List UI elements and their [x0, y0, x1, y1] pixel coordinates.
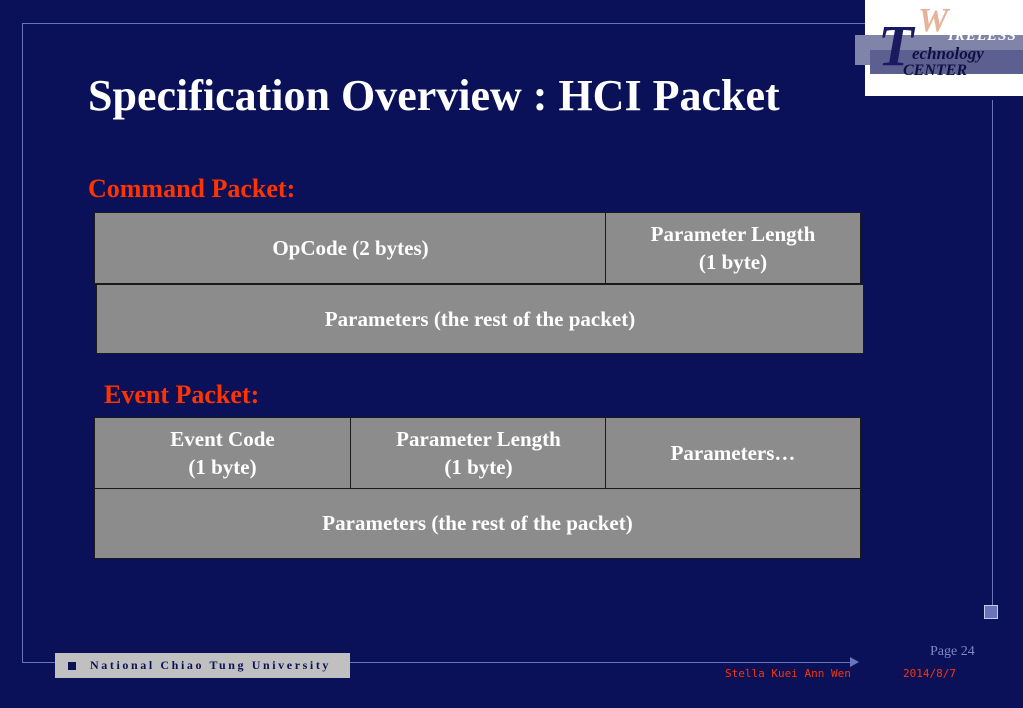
event-parameters-text: Parameters (the rest of the packet): [322, 511, 633, 536]
author-name: Stella Kuei Ann Wen: [725, 667, 851, 680]
command-parameters-text: Parameters (the rest of the packet): [324, 306, 636, 331]
event-parameters-cell: [94, 488, 861, 559]
arrow-right-icon: [850, 657, 859, 667]
command-param-length-cell: [605, 212, 861, 284]
logo-text-ireless: IRELESS: [948, 28, 1017, 44]
command-param-length-text: Parameter Length (1 byte): [650, 221, 816, 274]
event-param-length-text: Parameter Length (1 byte): [396, 426, 561, 479]
slide-date: 2014/8/7: [903, 667, 956, 680]
square-marker-icon: [984, 605, 998, 619]
logo-text-center: CENTER: [903, 62, 968, 79]
logo-letter-w: W: [918, 2, 949, 39]
university-name: National Chiao Tung University: [90, 658, 332, 672]
event-parameters-short-cell: [605, 417, 861, 489]
event-code-text: Event Code (1 byte): [170, 426, 275, 479]
slide-title: Specification Overview : HCI Packet: [88, 71, 780, 120]
event-param-length-cell: [350, 417, 607, 489]
logo-text-echnology: echnology: [912, 44, 984, 63]
event-packet-label: Event Packet:: [104, 380, 260, 409]
frame-left-line: [22, 23, 23, 663]
command-packet-label: Command Packet:: [88, 174, 296, 203]
frame-top-line: [22, 23, 872, 24]
event-parameters-short-text: Parameters…: [670, 440, 796, 465]
page-number: Page 24: [930, 644, 975, 659]
frame-right-line: [992, 100, 993, 605]
bullet-square-icon: [68, 662, 76, 670]
command-opcode-cell: [94, 212, 607, 284]
footer-bar: [55, 653, 350, 678]
command-parameters-cell: [96, 284, 864, 354]
event-code-cell: [94, 417, 351, 489]
command-opcode-text: OpCode (2 bytes): [272, 235, 429, 260]
logo-letter-t: T: [878, 13, 914, 78]
